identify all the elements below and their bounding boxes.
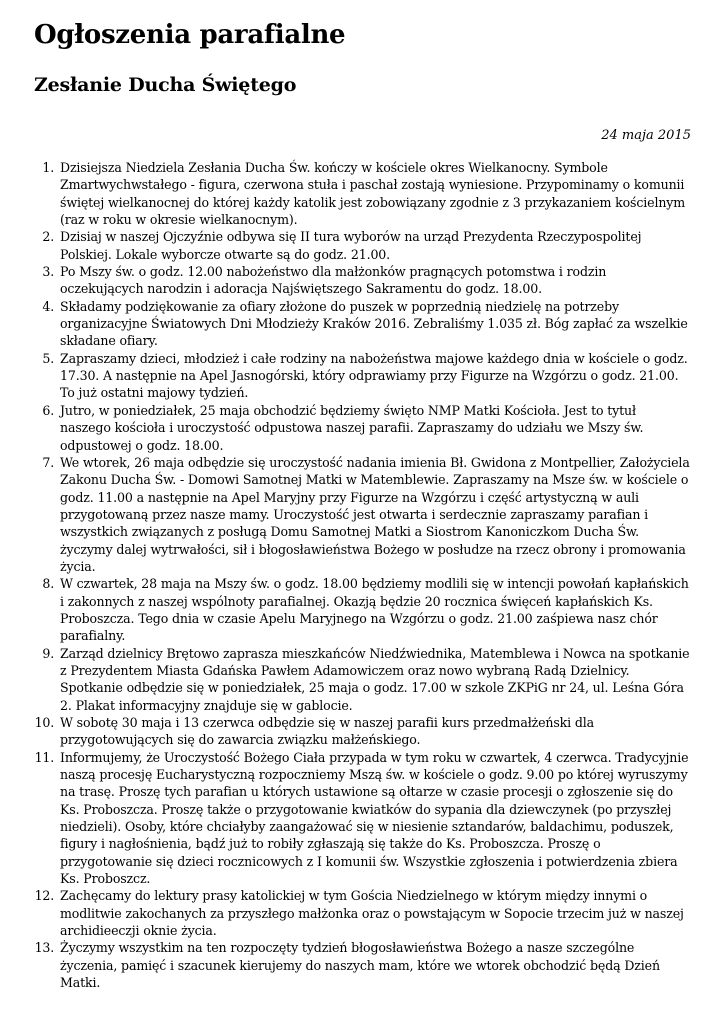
notice-item: 3. Po Mszy św. o godz. 12.00 nabożeństwo dla małżonków pragnących potomstwa i rodzin oczekujących narodzin i adoracja Najświętszego Sakramentu do godz. 18.00. [58, 263, 690, 298]
notice-item: 4. Składamy podziękowanie za ofiary złożone do puszek w poprzednią niedzielę na potrzeby organizacyjne Światowych Dni Młodzieży Kraków 2016. Zebraliśmy 1.035 zł. Bóg zapłać za wszelkie składane ofiary. [58, 298, 690, 350]
notice-item: 7. We wtorek, 26 maja odbędzie się uroczystość nadania imienia Bł. Gwidona z Montpellier, Założyciela Zakonu Ducha Św. - Domowi Samotnej Matki w Matemblewie. Zapraszamy na Msze św. w kościele o godz. 11.00 a następnie na Apel Maryjny przy Figurze na Wzgórzu i część artystyczną w auli przygotowaną przez nasze mamy. Uroczystość jest otwarta i serdecznie zapraszamy parafian i wszystkich związanych z posługą Domu Samotnej Matki a Siostrom Kanoniczkom Ducha Św. życzymy dalej wytrwałości, sił i błogosławieństwa Bożego w posłudze na rzecz obrony i promowania życia. [58, 454, 690, 575]
page-subtitle: Zesłanie Ducha Świętego [34, 74, 297, 96]
notice-item: 2. Dzisiaj w naszej Ojczyźnie odbywa się II tura wyborów na urząd Prezydenta Rzeczypospolitej Polskiej. Lokale wyborcze otwarte są do godz. 21.00. [58, 228, 690, 263]
notice-item: 11. Informujemy, że Uroczystość Bożego Ciała przypada w tym roku w czwartek, 4 czerwca. Tradycyjnie naszą procesję Eucharystyczną rozpoczniemy Mszą św. w kościele o godz. 9.00 po której wyruszymy na trasę. Proszę tych parafian u których ustawione są ołtarze w czasie procesji o zgłoszenie się do Ks. Proboszcza. Proszę także o przygotowanie kwiatków do sypania dla dziewczynek (po przyszłej niedzieli). Osoby, które chciałyby zaangażować się w niesienie sztandarów, baldachimu, poduszek, figury i nagłośnienia, bądź już to robiły zgłaszają się także do Ks. Proboszcza. Proszę o przygotowanie się dzieci rocznicowych z I komunii św. Wszystkie zgłoszenia i potwierdzenia zbiera Ks. Proboszcz. [58, 749, 690, 888]
notice-item: 12. Zachęcamy do lektury prasy katolickiej w tym Gościa Niedzielnego w którym między innymi o modlitwie zakochanych za przyszłego małżonka oraz o powstającym w Sopocie trzecim już w naszej archidieeczji oknie życia. [58, 887, 690, 939]
notice-item: 1. Dzisiejsza Niedziela Zesłania Ducha Św. kończy w kościele okres Wielkanocny. Symbole Zmartwychwstałego - figura, czerwona stuła i paschał zostają wyniesione. Przypominamy o komunii świętej wielkanocnej do której każdy katolik jest zobowiązany zgodnie z 3 przykazaniem kościelnym (raz w roku w okresie wielkanocnym). [58, 159, 690, 228]
notice-item: 13. Życzymy wszystkim na ten rozpoczęty tydzień błogosławieństwa Bożego a nasze szczególne życzenia, pamięć i szacunek kierujemy do naszych mam, które we wtorek obchodzić będą Dzień Matki. [58, 939, 690, 991]
notice-item: 10. W sobotę 30 maja i 13 czerwca odbędzie się w naszej parafii kurs przedmałżeński dla przygotowujących się do zawarcia związku małżeńskiego. [58, 714, 690, 749]
notices-list [0, 159, 690, 992]
notice-item: 9. Zarząd dzielnicy Brętowo zaprasza mieszkańców Niedźwiednika, Matemblewa i Nowca na spotkanie z Prezydentem Miasta Gdańska Pawłem Adamowiczem oraz nowo wybraną Radą Dzielnicy. Spotkanie odbędzie się w poniedziałek, 25 maja o godz. 17.00 w szkole ZKPiG nr 24, ul. Leśna Góra 2. Plakat informacyjny znajduje się w gablocie. [58, 645, 690, 714]
notice-item: 8. W czwartek, 28 maja na Mszy św. o godz. 18.00 będziemy modlili się w intencji powołań kapłańskich i zakonnych z naszej wspólnoty parafialnej. Okazją będzie 20 rocznica święceń kapłańskich Ks. Proboszcza. Tego dnia w czasie Apelu Maryjnego na Wzgórzu o godz. 21.00 zaśpiewa nasz chór parafialny. [58, 575, 690, 644]
page-title: Ogłoszenia parafialne [34, 20, 346, 50]
notice-item: 6. Jutro, w poniedziałek, 25 maja obchodzić będziemy święto NMP Matki Kościoła. Jest to tytuł naszego kościoła i uroczystość odpustowa naszej parafii. Zapraszamy do udziału we Mszy św. odpustowej o godz. 18.00. [58, 402, 690, 454]
notice-item: 5. Zapraszamy dzieci, młodzież i całe rodziny na nabożeństwa majowe każdego dnia w kościele o godz. 17.30. A następnie na Apel Jasnogórski, który odprawiamy przy Figurze na Wzgórzu o godz. 21.00. To już ostatni majowy tydzień. [58, 350, 690, 402]
document-date: 24 maja 2015 [601, 128, 691, 143]
